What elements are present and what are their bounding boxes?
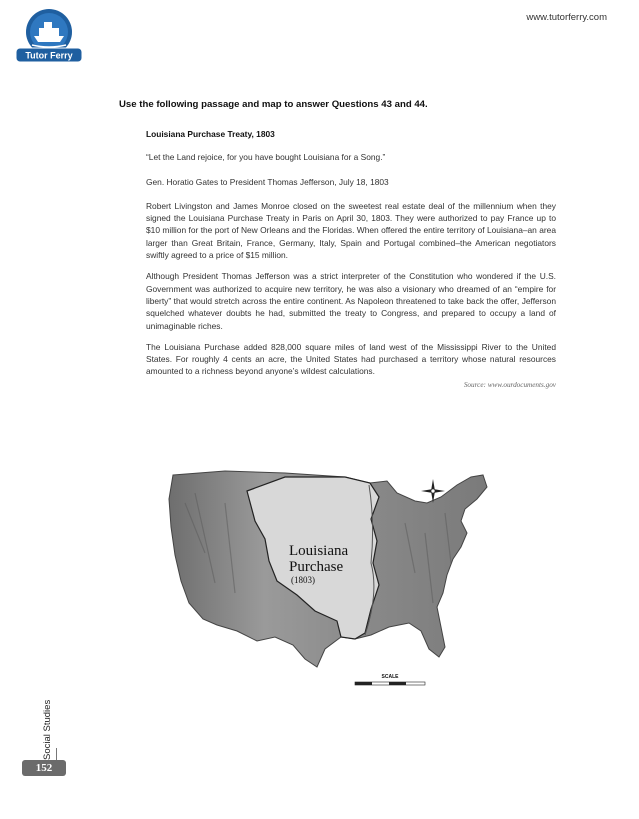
map-label-line1: Louisiana: [289, 543, 349, 559]
logo-text: Tutor Ferry: [25, 50, 73, 61]
tutor-ferry-logo: [14, 8, 84, 66]
passage-title: Louisiana Purchase Treaty, 1803: [146, 129, 275, 139]
map-label-year: (1803): [291, 575, 315, 585]
source-citation: Source: www.ourdocuments.gov: [463, 380, 556, 389]
scale-bar: [355, 674, 425, 685]
quote-attribution: Gen. Horatio Gates to President Thomas Jefferson, July 18, 1803: [146, 176, 389, 187]
paragraph-1: Robert Livingston and James Monroe closed on the sweetest real estate deal of the millennium when they signed the Louisiana Purchase Treaty in Paris on April 30, 1803. They were authorized to pay France up to $10 million for the port of New Orleans and the Floridas. When offered the entire territory of Louisiana–an area larger than Great Britain, France, Germany, Italy, Spain and Portugal combined–the American negotiators swiftly agreed to a price of $15 million.: [146, 200, 556, 261]
paragraph-2: Although President Thomas Jefferson was a strict interpreter of the Constitution who wondered if the U.S. Government was authorized to acquire new territory, he was also a visionary who dreamed of an “empire for liberty” that would stretch across the entire continent. As Napoleon threatened to take back the offer, Jefferson squelched whatever doubts he had, submitted the treaty to Congress, and prepared to occupy a land of unimaginable riches.: [146, 271, 556, 331]
map-label-line2: Purchase: [289, 559, 344, 575]
site-url[interactable]: www.tutorferry.com: [526, 12, 607, 23]
scale-label: SCALE: [381, 674, 399, 680]
instructions: Use the following passage and map to answer Questions 43 and 44.: [119, 99, 428, 110]
subject-label: Social Studies: [42, 699, 53, 760]
paragraph-3: The Louisiana Purchase added 828,000 square miles of land west of the Mississippi River to the United States. For roughly 4 cents an acre, the United States had purchased a territory whose natural resources amounted to a richness beyond anyone’s wildest calculations.: [146, 341, 556, 377]
page-number: 152: [22, 760, 66, 776]
passage-quote: “Let the Land rejoice, for you have bought Louisiana for a Song.”: [146, 152, 386, 163]
louisiana-purchase-map: [165, 463, 525, 693]
passage: [146, 128, 556, 391]
